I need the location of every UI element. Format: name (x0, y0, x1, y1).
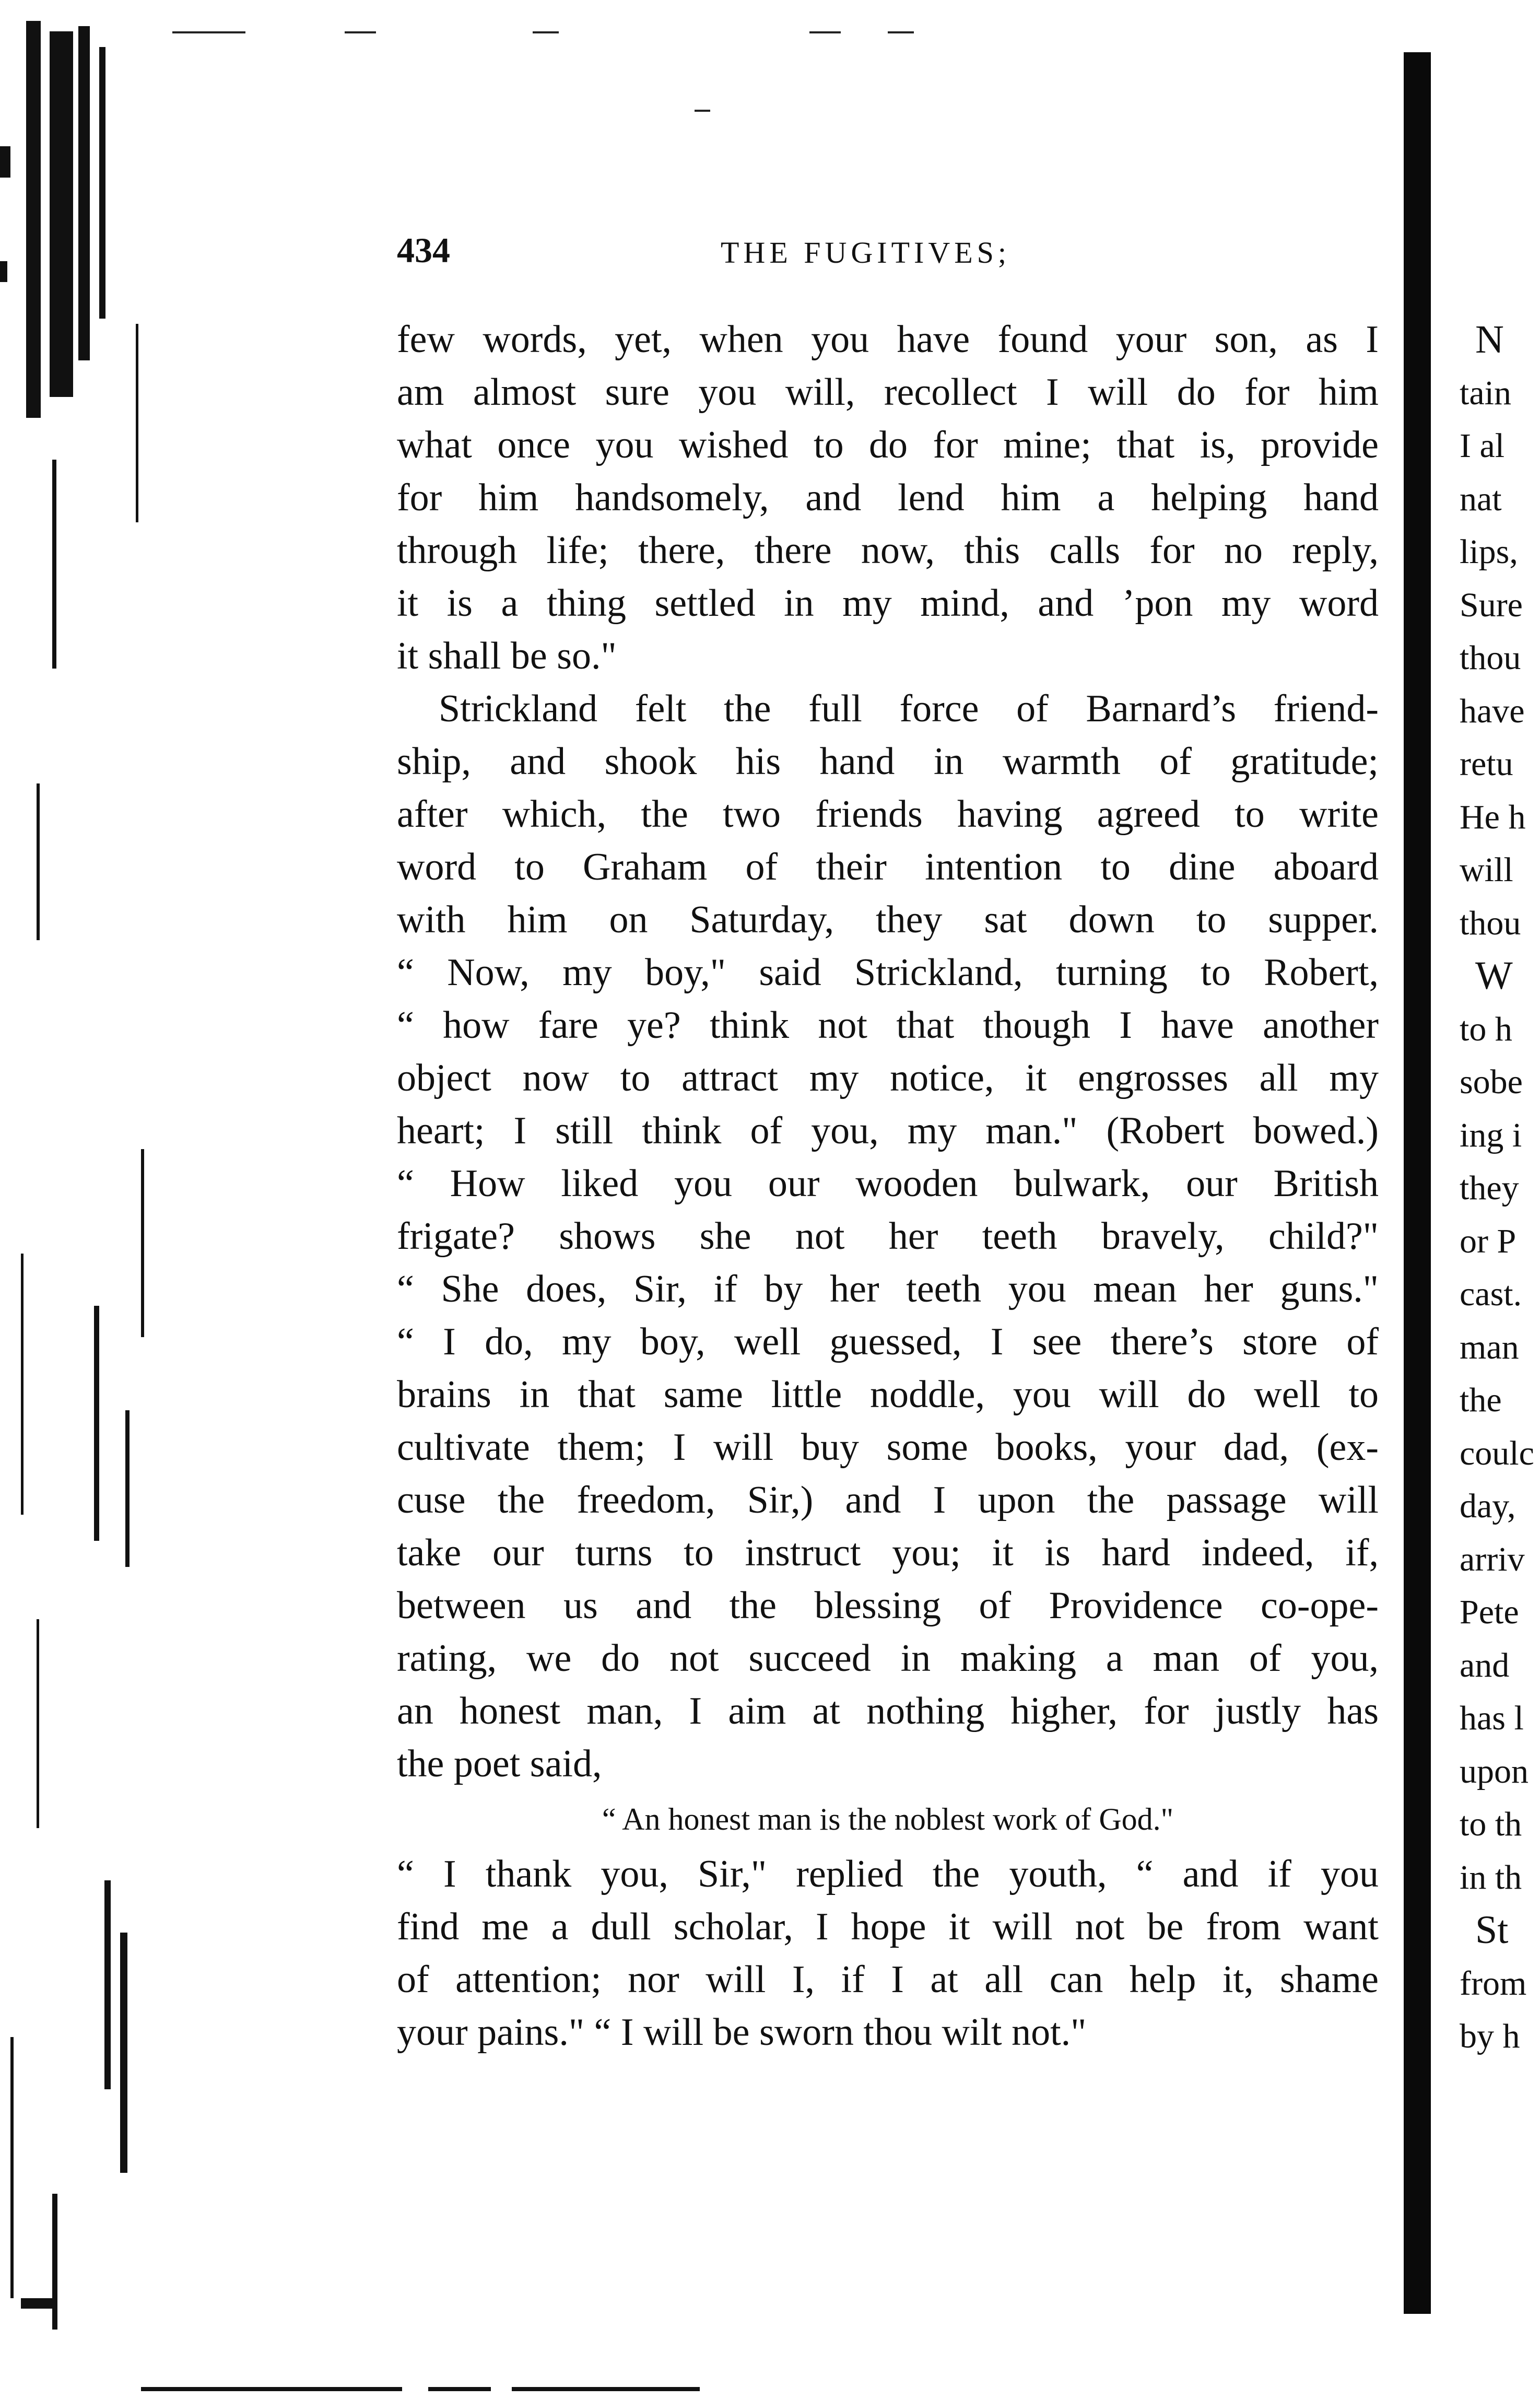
facing-page-line: retu (1460, 745, 1513, 783)
facing-page-line: will (1460, 851, 1513, 889)
book-page (397, 230, 1379, 2054)
text-line: what once you wished to do for mine; that is, provide (397, 424, 1379, 466)
text-line: rating, we do not succeed in making a man of you, (397, 1637, 1379, 1680)
page-number: 434 (397, 230, 450, 270)
facing-page-line: cast. (1460, 1275, 1522, 1313)
text-line: an honest man, I aim at nothing higher, for justly has (397, 1690, 1379, 1733)
facing-page-line: N (1475, 318, 1504, 361)
facing-page-line: I al (1460, 427, 1505, 465)
text-line: “ how fare ye? think not that though I have another (397, 1004, 1379, 1047)
scan-bottom-dash (512, 2387, 700, 2391)
facing-page-line: arriv (1460, 1540, 1525, 1578)
facing-page-line: from (1460, 1964, 1527, 2003)
facing-page-line: He h (1460, 798, 1526, 836)
facing-page-line: W (1475, 954, 1513, 998)
text-line: “ I thank you, Sir," replied the youth, “ and if you (397, 1853, 1379, 1895)
text-line: frigate? shows she not her teeth bravely, child?" (397, 1215, 1379, 1258)
text-line: take our turns to instruct you; it is hard indeed, if, (397, 1531, 1379, 1574)
facing-page-line: Pete (1460, 1593, 1519, 1631)
text-line: it shall be so." (397, 635, 617, 677)
facing-page-line: thou (1460, 904, 1521, 942)
facing-page-line: to th (1460, 1805, 1522, 1843)
facing-page-line: ing i (1460, 1116, 1522, 1154)
facing-page-line: Sure (1460, 586, 1523, 624)
running-head: THE FUGITIVES; (721, 236, 1011, 270)
text-line: it is a thing settled in my mind, and ’pon my word (397, 582, 1379, 625)
facing-page-line: thou (1460, 639, 1521, 677)
facing-page-line: have (1460, 692, 1525, 730)
body-text (397, 313, 1379, 2059)
facing-page-line: in th (1460, 1858, 1522, 1897)
text-line: heart; I still think of you, my man." (Robert bowed.) (397, 1109, 1379, 1152)
text-line: cuse the freedom, Sir,) and I upon the passage will (397, 1479, 1379, 1522)
text-line: find me a dull scholar, I hope it will not be from want (397, 1905, 1379, 1948)
quotation: “ An honest man is the noblest work of God." (602, 1802, 1174, 1836)
text-line: after which, the two friends having agreed to write (397, 793, 1379, 836)
scan-top-dash (172, 31, 245, 33)
facing-page-line: man (1460, 1328, 1519, 1366)
text-line: brains in that same little noddle, you will do well to (397, 1373, 1379, 1416)
facing-page-line: nat (1460, 479, 1502, 518)
text-line: “ How liked you our wooden bulwark, our British (397, 1162, 1379, 1205)
text-line: few words, yet, when you have found your son, as I (397, 318, 1379, 361)
scan-bottom-dash (428, 2387, 491, 2391)
facing-page-line: to h (1460, 1010, 1512, 1048)
text-line: through life; there, there now, this calls for no reply, (397, 529, 1379, 572)
book-gutter-shadow (1404, 52, 1431, 2314)
text-line: word to Graham of their intention to dine aboard (397, 846, 1379, 888)
scan-top-dash (888, 31, 914, 33)
text-line: for him handsomely, and lend him a helping hand (397, 476, 1379, 519)
facing-page-line: they (1460, 1169, 1519, 1207)
text-line: your pains." “ I will be sworn thou wilt not." (397, 2011, 1087, 2054)
facing-page-line: sobe (1460, 1063, 1523, 1101)
text-line: Strickland felt the full force of Barnard’s friend- (439, 687, 1379, 730)
facing-page-line: by h (1460, 2017, 1520, 2055)
page-header (397, 230, 1379, 287)
facing-page-line: St (1475, 1908, 1509, 1952)
text-line: between us and the blessing of Providence co-ope- (397, 1584, 1379, 1627)
facing-page-line: the (1460, 1381, 1502, 1419)
facing-page-line: or P (1460, 1222, 1517, 1260)
facing-page-line: tain (1460, 373, 1511, 412)
text-line: the poet said, (397, 1742, 602, 1785)
text-line: am almost sure you will, recollect I will do for him (397, 371, 1379, 414)
text-line: ship, and shook his hand in warmth of gratitude; (397, 740, 1379, 783)
scan-top-dash (809, 31, 841, 33)
scan-binding-edge (0, 0, 157, 2399)
text-line: with him on Saturday, they sat down to supper. (397, 898, 1379, 941)
text-line: object now to attract my notice, it engrosses all my (397, 1057, 1379, 1099)
text-line: cultivate them; I will buy some books, your dad, (ex- (397, 1426, 1379, 1469)
scan-bottom-dash (141, 2387, 402, 2391)
text-line: “ She does, Sir, if by her teeth you mean her guns." (397, 1268, 1379, 1310)
facing-page-line: and (1460, 1646, 1510, 1684)
facing-page-line: day, (1460, 1487, 1516, 1525)
text-line: of attention; nor will I, if I at all can help it, shame (397, 1958, 1379, 2001)
scan-top-dash (345, 31, 376, 33)
facing-page-fragment (1460, 313, 1540, 2063)
facing-page-line: upon (1460, 1752, 1529, 1791)
text-line: “ Now, my boy," said Strickland, turning to Robert, (397, 951, 1379, 994)
scan-speck (695, 110, 710, 112)
facing-page-line: has l (1460, 1699, 1524, 1737)
facing-page-line: coulc (1460, 1434, 1534, 1472)
text-line: “ I do, my boy, well guessed, I see there’s store of (397, 1320, 1379, 1363)
facing-page-line: lips, (1460, 533, 1518, 571)
scan-top-dash (533, 31, 559, 33)
